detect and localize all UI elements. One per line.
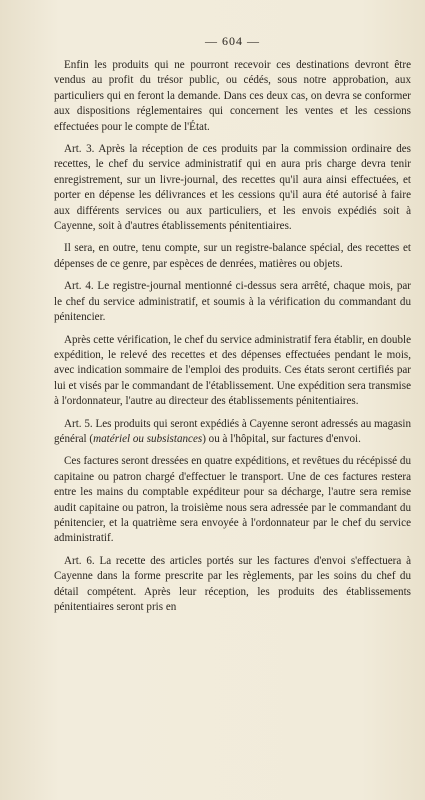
art-5-text-start: Art. 5. Les produits qui seront expédiés à Cayenne seront adressés au magasin général ( (54, 417, 411, 445)
paragraph-art-5 (54, 417, 411, 448)
paragraph-art-3-balance: Il sera, en outre, tenu compte, sur un registre-balance spécial, des recettes et dépenses de ce genre, par espèces de denrées, matières ou objets. (54, 242, 411, 270)
paragraph-art-4: Art. 4. Le registre-journal mentionné ci-dessus sera arrêté, chaque mois, par le chef du service administratif, et soumis à la vérification du commandant du pénitencier. (54, 280, 411, 324)
paragraph-art-5-factures: Ces factures seront dressées en quatre expéditions, et revêtues du récépissé du capitaine ou patron chargé d'effectuer le transport. Une de ces factures restera entre les mains du comptable expéditeur pour sa décharge, l'autre sera remise audit capitaine ou patron, la troisième nous sera adressée par le commandant du pénitencier, et la quatrième sera envoyée à l'ordonnateur par le chef du service administratif. (54, 455, 411, 545)
page-number: — 604 — (205, 34, 260, 48)
art-5-italic-text: matériel ou subsistances (93, 432, 203, 445)
paragraph-art-3: Art. 3. Après la réception de ces produits par la commission ordinaire des recettes, le chef du service administratif qui en aura pris charge devra tenir enregistrement, sur un livre-journal, des recettes qu'il aura ainsi effectuées, et porter en dépense les délivrances et les cessions qu'il aura été autorisé à faire aux différents services ou aux particuliers, et les envois expédiés soit à Cayenne, soit à d'autres établissements pénitentiaires. (54, 143, 411, 233)
art-5-text-end: ) ou à l'hôpital, sur factures d'envoi. (202, 432, 361, 445)
paragraph-intro: Enfin les produits qui ne pourront recevoir ces destinations devront être vendus au profit du trésor public, ou cédés, sous notre approbation, aux particuliers qui en feront la demande. Dans ces deux cas, on devra se conformer aux dispositions réglementaires qui concernent les ventes et les cessions effectuées pour le compte de l'État. (54, 59, 411, 133)
paragraph-art-6: Art. 6. La recette des articles portés sur les factures d'envoi s'effectuera à Cayenne dans la forme prescrite par les règlements, par les soins du chef du détail compétent. Après leur réception, les produits des établissements pénitentiaires seront pris en (54, 554, 411, 613)
paragraph-art-4-verification: Après cette vérification, le chef du service administratif fera établir, en double expédition, le relevé des recettes et des dépenses effectuées pendant le mois, avec indication sommaire de l'emploi des produits. Ces états seront certifiés par lui et visés par le commandant de l'établissement. Une expédition sera transmise à l'ordonnateur, l'autre au directeur des établissements pénitentiaires. (54, 333, 411, 408)
